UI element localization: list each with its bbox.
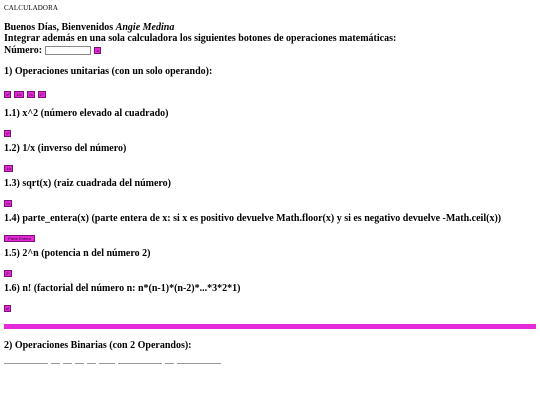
binary-op-button-4[interactable]	[87, 363, 96, 366]
greeting	[4, 22, 536, 33]
operand-a-input[interactable]	[4, 363, 48, 366]
quick-square-button[interactable]: x²	[6, 91, 10, 97]
number-label: Número:	[4, 44, 43, 56]
binary-result-field	[177, 363, 221, 366]
binary-op-button-2[interactable]	[63, 363, 72, 366]
op-sqrt-heading: 1.3) sqrt(x) (raiz cuadrada del número)	[4, 178, 172, 189]
quick-power-button[interactable]: 2ⁿ	[39, 91, 44, 97]
greeting-text: Buenos Días, Bienvenidos	[4, 22, 114, 33]
unary-quick-buttons	[4, 89, 536, 98]
operand-b-input[interactable]	[118, 363, 162, 366]
binary-inputs-row	[4, 363, 536, 369]
unary-section-heading: 1) Operaciones unitarias (con un solo operando):	[4, 66, 213, 77]
op-inverse-heading: 1.2) 1/x (inverso del número)	[4, 143, 127, 154]
op-integer-part-heading: 1.4) parte_entera(x) (parte entera de x: si x es positivo devuelve Math.floor(x) y si es negativo devuelve -Math.ceil(x))	[4, 213, 502, 224]
binary-section-heading: 2) Operaciones Binarias (con 2 Operandos):	[4, 340, 192, 351]
integer-part-button[interactable]: Parte Entera	[4, 235, 35, 242]
binary-equals-button[interactable]	[165, 363, 174, 366]
user-name: Angie Medina	[115, 22, 175, 33]
inverse-button[interactable]: 1/x	[6, 165, 12, 171]
quick-sqrt-button[interactable]: √x	[28, 91, 33, 97]
number-input[interactable]	[45, 46, 91, 55]
sqrt-button[interactable]: √x	[6, 200, 11, 206]
binary-op-button-1[interactable]	[51, 363, 60, 366]
binary-op-button-5[interactable]	[99, 363, 115, 366]
quick-inverse-button[interactable]: 1/x	[16, 91, 22, 97]
op-square-heading: 1.1) x^2 (número elevado al cuadrado)	[4, 108, 169, 119]
binary-op-button-3[interactable]	[75, 363, 84, 366]
intro-text: Integrar además en una sola calculadora los siguientes botones de operaciones matemáticas:	[4, 33, 397, 44]
number-input-row	[4, 44, 536, 56]
op-power-heading: 1.5) 2^n (potencia n del número 2)	[4, 248, 151, 259]
factorial-button[interactable]: n!	[6, 305, 10, 311]
op-factorial-heading: 1.6) n! (factorial del número n: n*(n-1)*(n-2)*...*3*2*1)	[4, 283, 241, 294]
power-button[interactable]: 2ⁿ	[6, 270, 10, 276]
page	[4, 0, 536, 369]
square-button[interactable]: x²	[6, 130, 10, 136]
number-submit-button[interactable]: =	[94, 47, 101, 54]
document-title: CALCULADORA	[4, 4, 58, 12]
